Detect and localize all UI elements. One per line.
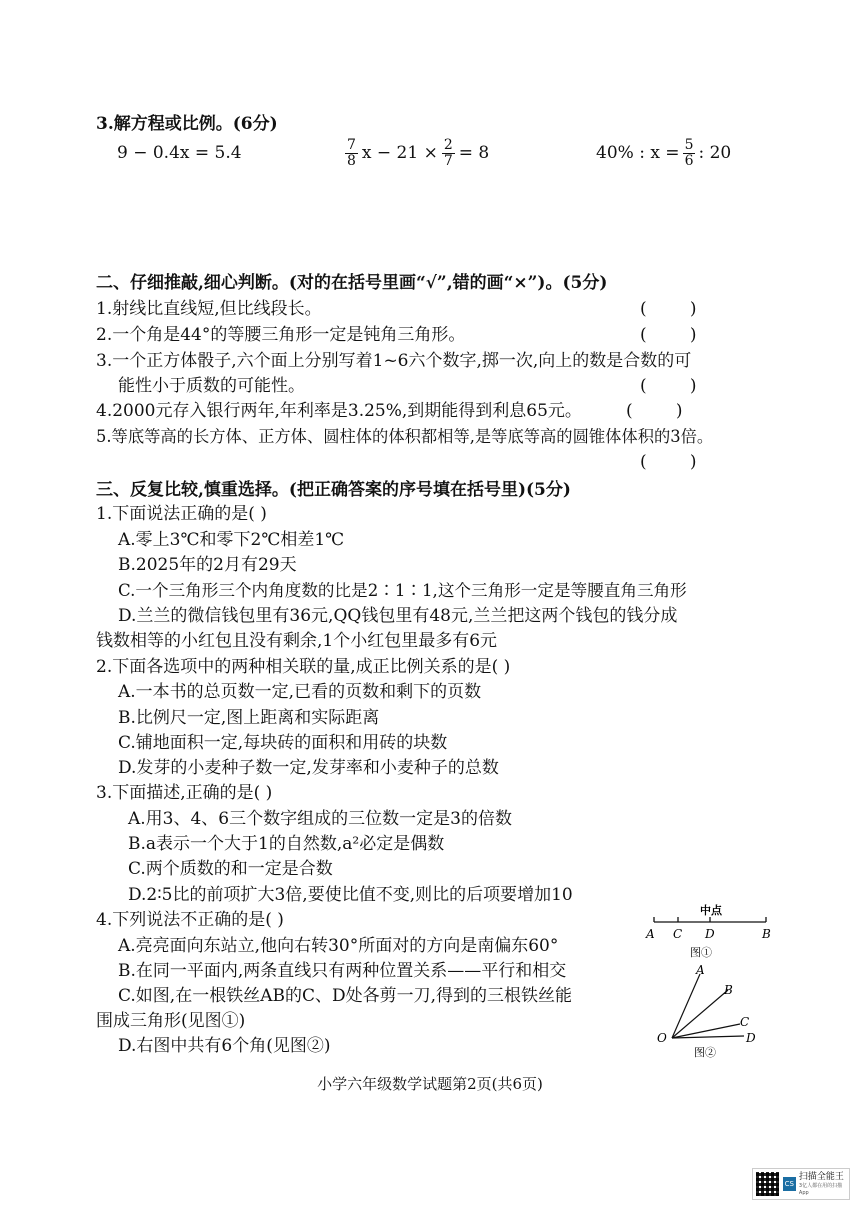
fraction-5-6: $\frac{5}{6}$: [684, 136, 694, 169]
choice-q1-c: C.一个三角形三个内角度数的比是2∶1∶1,这个三角形一定是等腰直角三角形: [118, 581, 687, 600]
label-b: B: [762, 927, 771, 941]
caption-fig1: 图①: [690, 946, 712, 959]
badge-title: 扫描全能王: [798, 1171, 844, 1182]
qr-code-icon: [756, 1172, 779, 1196]
page-footer: 小学六年级数学试题第2页(共6页): [317, 1075, 543, 1093]
answer-paren-5[interactable]: ( ): [640, 452, 697, 472]
answer-paren-2[interactable]: ( ): [640, 325, 697, 345]
answer-paren-3[interactable]: ( ): [640, 376, 697, 396]
choice-q4-d: D.右图中共有6个角(见图②): [118, 1036, 331, 1056]
label-c: C: [740, 1015, 750, 1029]
label-d: D: [746, 1031, 756, 1045]
fraction-7-8: $\frac{7}{8}$: [347, 136, 356, 169]
q3-title: 3.解方程或比例。(6分): [96, 114, 278, 134]
camscanner-logo-icon: CS: [783, 1177, 796, 1191]
choice-q2-stem: 2.下面各选项中的两种相关联的量,成正比例关系的是( ): [96, 657, 511, 677]
label-c: C: [673, 927, 683, 941]
badge-subtitle: 3亿人都在用的扫描App: [798, 1182, 843, 1196]
choice-q4-a: A.亮亮面向东站立,他向右转30°所面对的方向是南偏东60°: [118, 936, 559, 956]
section2-title: 二、仔细推敲,细心判断。(对的在括号里画“√”,错的画“×”)。(5分): [96, 273, 608, 293]
choice-q3-d: D.2∶5比的前项扩大3倍,要使比值不变,则比的后项要增加10: [128, 885, 573, 905]
choice-q3-b: B.a表示一个大于1的自然数,a²必定是偶数: [128, 834, 445, 854]
ray-oa: [672, 974, 700, 1038]
section3-title: 三、反复比较,慎重选择。(把正确答案的序号填在括号里)(5分): [96, 480, 571, 500]
scanner-badge: [752, 1168, 850, 1200]
label-b: B: [724, 983, 733, 997]
equation-1: 9 − 0.4x = 5.4: [117, 143, 242, 163]
figure-2-angles: [652, 962, 772, 1062]
choice-q1-d-cont: 钱数相等的小红包且没有剩余,1个小红包里最多有6元: [96, 631, 498, 651]
choice-q3-a: A.用3、4、6三个数字组成的三位数一定是3的倍数: [128, 809, 512, 829]
judge-item-2: 2.一个角是44°的等腰三角形一定是钝角三角形。: [96, 325, 466, 345]
equation-2: $\frac{7}{8}$ x − 21 × $\frac{2}{7}$ = 8: [347, 136, 490, 169]
caption-fig2: 图②: [694, 1046, 716, 1059]
judge-item-5: 5.等底等高的长方体、正方体、圆柱体的体积都相等,是等底等高的圆锥体体积的3倍。: [96, 427, 714, 446]
choice-q1-b: B.2025年的2月有29天: [118, 555, 297, 575]
choice-q2-b: B.比例尺一定,图上距离和实际距离: [118, 708, 380, 728]
fraction-2-7: $\frac{2}{7}$: [443, 136, 453, 169]
choice-q1-d: D.兰兰的微信钱包里有36元,QQ钱包里有48元,兰兰把这两个钱包的钱分成: [118, 606, 678, 626]
ray-ob: [672, 990, 728, 1038]
choice-q1-a: A.零上3℃和零下2℃相差1℃: [118, 530, 345, 550]
figure-1-segment: [642, 902, 782, 964]
label-a: A: [646, 927, 655, 941]
judge-item-1: 1.射线比直线短,但比线段长。: [96, 299, 322, 319]
answer-paren-4[interactable]: ( ): [626, 401, 683, 421]
choice-q2-d: D.发芽的小麦种子数一定,发芽率和小麦种子的总数: [118, 758, 499, 778]
label-d: D: [705, 927, 715, 941]
label-midpoint: 中点: [700, 904, 722, 917]
choice-q4-c-cont: 围成三角形(见图①): [96, 1011, 246, 1031]
choice-q3-c: C.两个质数的和一定是合数: [128, 859, 333, 879]
judge-item-4: 4.2000元存入银行两年,年利率是3.25%,到期能得到利息65元。: [96, 401, 582, 421]
choice-q3-stem: 3.下面描述,正确的是( ): [96, 783, 273, 803]
label-a: A: [696, 963, 705, 977]
equation-3: 40% : x = $\frac{5}{6}$ : 20: [596, 136, 732, 169]
answer-paren-1[interactable]: ( ): [640, 299, 697, 319]
judge-item-3-cont: 能性小于质数的可能性。: [118, 376, 305, 396]
label-o: O: [657, 1031, 667, 1045]
choice-q4-c: C.如图,在一根铁丝AB的C、D处各剪一刀,得到的三根铁丝能: [118, 986, 573, 1006]
judge-item-3: 3.一个正方体骰子,六个面上分别写着1~6六个数字,掷一次,向上的数是合数的可: [96, 351, 692, 371]
choice-q2-a: A.一本书的总页数一定,已看的页数和剩下的页数: [118, 682, 482, 702]
choice-q4-b: B.在同一平面内,两条直线只有两种位置关系——平行和相交: [118, 961, 567, 981]
choice-q1-stem: 1.下面说法正确的是( ): [96, 504, 267, 524]
choice-q2-c: C.铺地面积一定,每块砖的面积和用砖的块数: [118, 733, 448, 753]
choice-q4-stem: 4.下列说法不正确的是( ): [96, 910, 284, 930]
